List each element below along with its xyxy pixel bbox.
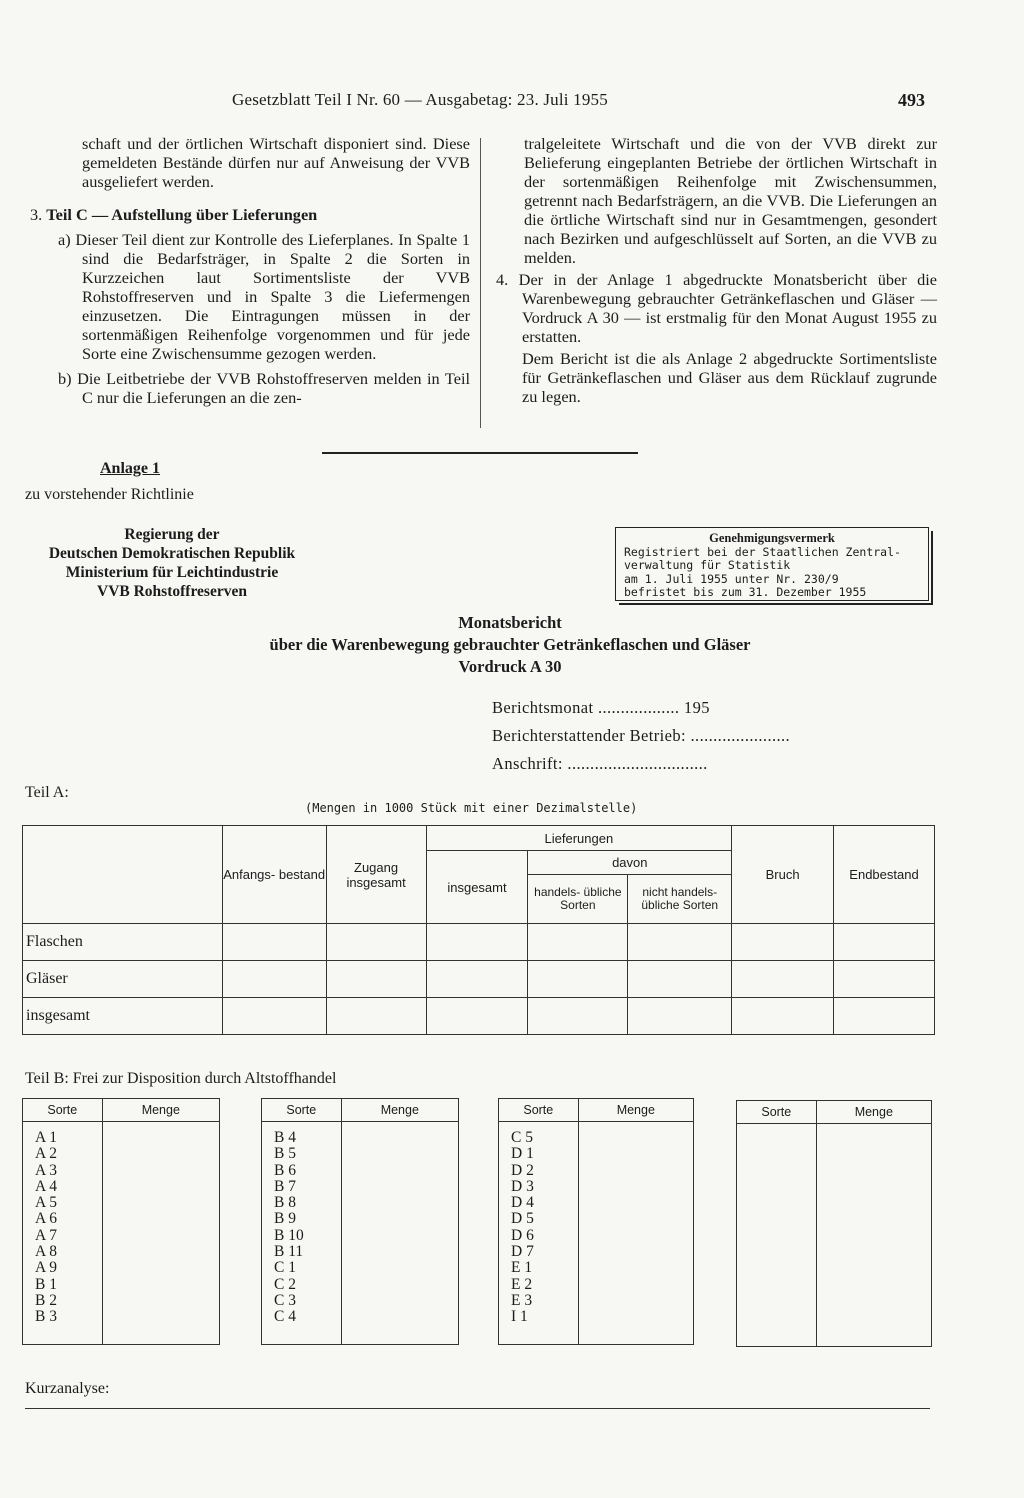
item-4-note: Dem Bericht ist die als Anlage 2 abgedruckte Sortimentsliste für Getränkeflaschen und Gläser aus dem Rücklauf zugrunde zu legen. xyxy=(522,349,937,406)
sorte-item: A 3 xyxy=(35,1161,57,1179)
cell[interactable] xyxy=(834,961,935,998)
cell[interactable] xyxy=(426,924,528,961)
sorte-list xyxy=(262,1122,342,1345)
row-label-glaeser: Gläser xyxy=(23,961,223,998)
menge-cell[interactable] xyxy=(102,1122,219,1345)
sorte-item: I 1 xyxy=(511,1308,528,1326)
item-4: 4. Der in der Anlage 1 abgedruckte Monatsbericht über die Warenbewegung gebrauchter Getränkeflaschen und Gläser — Vordruck A 30 — ist erstmalig für den Monat August 1955 zu erstatten. xyxy=(496,270,937,346)
cell[interactable] xyxy=(528,961,628,998)
sorte-item: C 1 xyxy=(274,1259,296,1277)
sorte-item: D 7 xyxy=(511,1243,534,1261)
head-sorte: Sorte xyxy=(499,1099,579,1122)
sorte-table-4 xyxy=(736,1100,932,1347)
sorte-item: C 5 xyxy=(511,1129,533,1146)
head-menge: Menge xyxy=(102,1099,219,1122)
approval-stamp xyxy=(615,527,929,601)
menge-cell[interactable] xyxy=(341,1122,458,1345)
item-b: b) Die Leitbetriebe der VVB Rohstoffreserven melden in Teil C nur die Lieferungen an die zen- xyxy=(58,369,470,407)
section-3-number: 3. xyxy=(30,205,43,224)
gov-line-1: Regierung der xyxy=(124,526,220,543)
gov-line-2: Deutschen Demokratischen Republik xyxy=(48,545,296,562)
sorte-item: A 8 xyxy=(35,1243,57,1261)
page-header: Gesetzblatt Teil I Nr. 60 — Ausgabetag: 23. Juli 1955 xyxy=(232,90,608,109)
sorte-item: D 3 xyxy=(511,1177,534,1195)
continued-paragraph: tralgeleitete Wirtschaft und die von der VVB direkt zur Belieferung eingeplanten Betriebe der örtlichen Wirtschaft in der sortenmäßigen Reihenfolge mit Zwischensummen, getrennt nach Bedarfsträgern, an die VVB. Die Lieferungen an die örtliche Wirtschaft sind nur in Gesamtmengen, gesondert nach Bezirken und aufgeschlüsselt auf Sorten, an die VVB zu melden. xyxy=(524,134,937,267)
section-3-heading xyxy=(30,205,470,224)
stamp-title: Genehmigungsvermerk xyxy=(709,531,835,545)
cell[interactable] xyxy=(222,961,326,998)
teil-a-label: Teil A: xyxy=(25,784,69,801)
stamp-line-3: am 1. Juli 1955 unter Nr. 230/9 xyxy=(624,571,839,586)
sorte-item: E 1 xyxy=(511,1259,533,1277)
menge-cell[interactable] xyxy=(578,1122,693,1345)
sorte-table-1 xyxy=(22,1098,220,1345)
table-row xyxy=(23,998,935,1035)
sorte-item: A 6 xyxy=(35,1210,57,1228)
kurzanalyse-label: Kurzanalyse: xyxy=(25,1380,110,1397)
col-anfangsbestand: Anfangs- bestand xyxy=(222,826,326,924)
sorte-item: A 4 xyxy=(35,1177,57,1195)
cell[interactable] xyxy=(834,998,935,1035)
column-divider xyxy=(480,138,481,428)
government-block xyxy=(20,525,324,601)
sorte-item: E 2 xyxy=(511,1275,533,1293)
sorte-list xyxy=(499,1122,579,1345)
cell[interactable] xyxy=(222,924,326,961)
head-sorte: Sorte xyxy=(737,1101,817,1124)
field-anschrift[interactable]: Anschrift: ............................... xyxy=(492,754,708,773)
sorte-item: D 1 xyxy=(511,1145,534,1163)
cell[interactable] xyxy=(528,998,628,1035)
sorte-item: B 8 xyxy=(274,1194,296,1212)
sorte-item: C 3 xyxy=(274,1291,296,1309)
col-nicht-handelsuebliche: nicht handels- übliche Sorten xyxy=(628,875,732,924)
anlage-subtitle: zu vorstehender Richtlinie xyxy=(25,486,194,503)
cell[interactable] xyxy=(222,998,326,1035)
sorte-item: B 4 xyxy=(274,1129,296,1146)
sorte-item: A 9 xyxy=(35,1259,57,1277)
section-separator xyxy=(322,452,638,454)
head-sorte: Sorte xyxy=(23,1099,103,1122)
sorte-item: E 3 xyxy=(511,1291,533,1309)
gov-line-4: VVB Rohstoffreserven xyxy=(97,583,247,600)
page-number: 493 xyxy=(898,90,925,110)
cell[interactable] xyxy=(732,998,834,1035)
anlage-title: Anlage 1 xyxy=(100,460,160,477)
left-column xyxy=(30,134,470,407)
sorte-item: B 3 xyxy=(35,1308,57,1326)
sorte-list xyxy=(23,1122,103,1345)
report-title-line-2: über die Warenbewegung gebrauchter Getränkeflaschen und Gläser xyxy=(269,635,751,654)
col-handelsuebliche: handels- übliche Sorten xyxy=(528,875,628,924)
row-label-insgesamt: insgesamt xyxy=(23,998,223,1035)
col-endbestand: Endbestand xyxy=(834,826,935,924)
cell[interactable] xyxy=(732,924,834,961)
field-betrieb[interactable]: Berichterstattender Betrieb: ...................... xyxy=(492,726,791,745)
sorte-item: C 4 xyxy=(274,1308,296,1326)
sorte-item: D 2 xyxy=(511,1161,534,1179)
cell[interactable] xyxy=(326,924,426,961)
cell[interactable] xyxy=(628,998,732,1035)
item-a: a) Dieser Teil dient zur Kontrolle des Lieferplanes. In Spalte 1 sind die Bedarfsträger, in Spalte 2 die Sorten in Kurzzeichen laut Sortimentsliste der VVB Rohstoffreserven und in Spalte 3 die Liefermengen einzusetzen. Die Eintragungen müssen in der sortenmäßigen Reihenfolge vorgenommen und für jede Sorte eine Zwischensumme gezogen werden. xyxy=(58,230,470,363)
cell[interactable] xyxy=(326,998,426,1035)
sorte-item: B 2 xyxy=(35,1291,57,1309)
sorte-item: D 4 xyxy=(511,1194,534,1212)
teil-b-title: Teil B: Frei zur Disposition durch Altstoffhandel xyxy=(25,1070,337,1087)
sorte-item: B 9 xyxy=(274,1210,296,1228)
sorte-item: A 5 xyxy=(35,1194,57,1212)
cell[interactable] xyxy=(326,961,426,998)
head-sorte: Sorte xyxy=(262,1099,342,1122)
sorte-item: B 6 xyxy=(274,1161,296,1179)
row-label-flaschen: Flaschen xyxy=(23,924,223,961)
menge-cell[interactable] xyxy=(816,1124,931,1347)
sorte-item: B 1 xyxy=(35,1275,57,1293)
head-menge: Menge xyxy=(341,1099,458,1122)
cell[interactable] xyxy=(628,961,732,998)
right-column xyxy=(496,134,937,406)
cell[interactable] xyxy=(528,924,628,961)
sorte-table-3 xyxy=(498,1098,694,1345)
sorte-item: B 11 xyxy=(274,1243,304,1261)
sorte-item: D 5 xyxy=(511,1210,534,1228)
col-davon: davon xyxy=(528,851,732,875)
cell[interactable] xyxy=(628,924,732,961)
kurzanalyse-line[interactable] xyxy=(25,1408,930,1409)
col-lieferungen: Lieferungen xyxy=(426,826,732,851)
report-title-line-3: Vordruck A 30 xyxy=(458,657,562,676)
head-menge: Menge xyxy=(578,1099,693,1122)
cell[interactable] xyxy=(426,998,528,1035)
col-bruch: Bruch xyxy=(732,826,834,924)
sorte-item: B 10 xyxy=(274,1226,304,1244)
sorte-item: C 2 xyxy=(274,1275,296,1293)
table-row xyxy=(23,924,935,961)
gov-line-3: Ministerium für Leichtindustrie xyxy=(65,564,279,581)
col-lieferungen-insgesamt: insgesamt xyxy=(426,851,528,924)
report-title xyxy=(120,612,900,678)
sorte-item: A 2 xyxy=(35,1145,57,1163)
sorte-item: B 5 xyxy=(274,1145,296,1163)
stamp-line-2: verwaltung für Statistik xyxy=(624,558,791,572)
section-3-title: Teil C — Aufstellung über Lieferungen xyxy=(46,205,318,224)
sorte-table-2 xyxy=(261,1098,459,1345)
field-berichtsmonat[interactable]: Berichtsmonat .................. 195 xyxy=(492,698,710,717)
intro-paragraph: schaft und der örtlichen Wirtschaft disponiert sind. Diese gemeldeten Bestände dürfen nur auf Anweisung der VVB ausgeliefert werden. xyxy=(82,134,470,191)
table-a-corner xyxy=(23,826,223,924)
table-teil-a xyxy=(22,825,935,1035)
col-zugang: Zugang insgesamt xyxy=(326,826,426,924)
sorte-item: A 7 xyxy=(35,1226,57,1244)
mengen-note: (Mengen in 1000 Stück mit einer Dezimalstelle) xyxy=(305,801,638,815)
cell[interactable] xyxy=(732,961,834,998)
sorte-item: B 7 xyxy=(274,1177,296,1195)
head-menge: Menge xyxy=(816,1101,931,1124)
sorte-item: A 1 xyxy=(35,1129,57,1146)
stamp-line-1: Registriert bei der Staatlichen Zentral- xyxy=(624,544,901,559)
sorte-item: D 6 xyxy=(511,1226,534,1244)
stamp-line-4: befristet bis zum 31. Dezember 1955 xyxy=(624,585,867,599)
cell[interactable] xyxy=(834,924,935,961)
table-row xyxy=(23,961,935,998)
report-title-line-1: Monatsbericht xyxy=(458,613,562,632)
cell[interactable] xyxy=(426,961,528,998)
sorte-list[interactable] xyxy=(737,1124,817,1347)
